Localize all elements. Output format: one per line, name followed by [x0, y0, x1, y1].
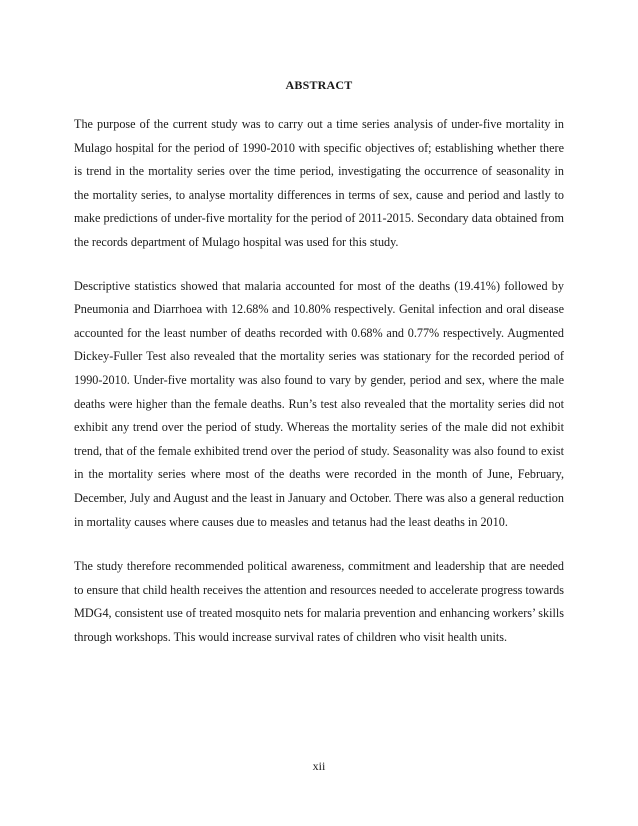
- abstract-paragraph-1: The purpose of the current study was to carry out a time series analysis of under-five mortality in Mulago hospital for the period of 1990-2010 with specific objectives of; establishing whether there is trend in the mortality series over the time period, investigating the occurrence of seasonality in the mortality series, to analyse mortality differences in terms of sex, cause and period and lastly to make predictions of under-five mortality for the period of 2011-2015. Secondary data obtained from the records department of Mulago hospital was used for this study.: [74, 117, 564, 249]
- abstract-body: [74, 113, 564, 671]
- abstract-paragraph-3: The study therefore recommended political awareness, commitment and leadership that are needed to ensure that child health receives the attention and resources needed to accelerate progress towards MDG4, consistent use of treated mosquito nets for malaria prevention and enhancing workers’ skills through workshops. This would increase survival rates of children who visit health units.: [74, 559, 564, 644]
- page-title: ABSTRACT: [285, 78, 353, 92]
- page-number: xii: [312, 759, 326, 773]
- abstract-paragraph-2: Descriptive statistics showed that malaria accounted for most of the deaths (19.41%) followed by Pneumonia and Diarrhoea with 12.68% and 10.80% respectively. Genital infection and oral disease accounted for the least number of deaths recorded with 0.68% and 0.77% respectively. Augmented Dickey-Fuller Test also revealed that the mortality series was stationary for the recorded period of 1990-2010. Under-five mortality was also found to vary by gender, period and sex, where the male deaths were higher than the female deaths. Run’s test also revealed that the mortality series did not exhibit any trend over the period of study. Whereas the mortality series of the male did not exhibit trend, that of the female exhibited trend over the period of study. Seasonality was also found to exist in the mortality series where most of the deaths were recorded in the month of June, February, December, July and August and the least in January and October. There was also a general reduction in mortality causes where causes due to measles and tetanus had the least deaths in 2010.: [74, 278, 564, 529]
